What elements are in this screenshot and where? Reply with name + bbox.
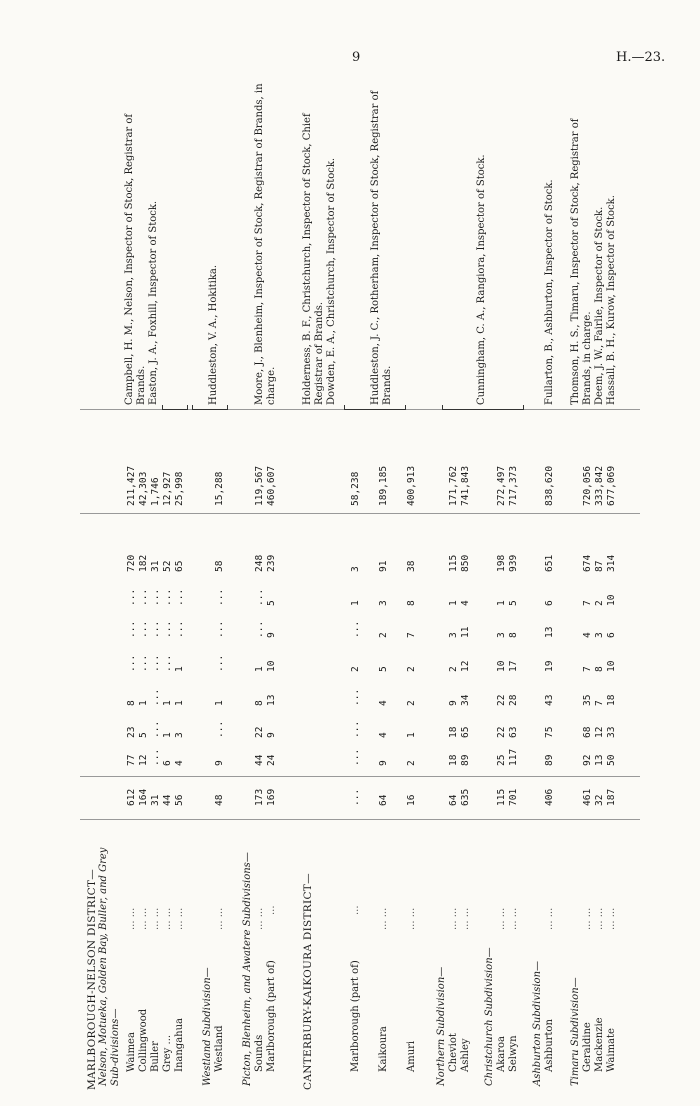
cell: 4 bbox=[378, 700, 389, 706]
cell: ... bbox=[150, 654, 161, 672]
cell: 701 bbox=[508, 788, 519, 806]
cell: 460,607 bbox=[266, 465, 277, 506]
cell: ... bbox=[214, 620, 225, 638]
cell: 612 bbox=[126, 788, 137, 806]
cell: 65 bbox=[174, 560, 185, 572]
cell: 169 bbox=[266, 788, 277, 806]
cell: ... bbox=[350, 620, 361, 638]
cell: ... bbox=[174, 588, 185, 606]
subdivision-heading: Timaru Subdivision— bbox=[570, 977, 581, 1086]
cell: 461 bbox=[582, 788, 593, 806]
cell: 42,303 bbox=[138, 471, 149, 506]
table-row bbox=[138, 410, 150, 1090]
cell: 92 bbox=[582, 754, 593, 766]
cell: 1 bbox=[254, 666, 265, 672]
row-label: Kaikoura bbox=[378, 1026, 389, 1072]
cell: 22 bbox=[254, 726, 265, 738]
cell: 12 bbox=[594, 726, 605, 738]
cell: ... bbox=[214, 720, 225, 738]
cell: ... bbox=[138, 588, 149, 606]
cell: 18 bbox=[606, 694, 617, 706]
cell: 58,238 bbox=[350, 471, 361, 506]
cell: 18 bbox=[448, 754, 459, 766]
cell: 3 bbox=[448, 632, 459, 638]
table-row bbox=[406, 410, 418, 1090]
inspector-entry: Campbell, H. M., Nelson, Inspector of Stock, Registrar of Brands. bbox=[124, 113, 147, 405]
cell: 5 bbox=[266, 600, 277, 606]
leader-dots: ... ... bbox=[138, 907, 149, 930]
cell: ... bbox=[214, 654, 225, 672]
table-row bbox=[150, 410, 162, 1090]
cell: 3 bbox=[174, 732, 185, 738]
cell: 198 bbox=[496, 554, 507, 572]
cell: 9 bbox=[214, 760, 225, 766]
cell: ... bbox=[254, 588, 265, 606]
cell: 119,567 bbox=[254, 465, 265, 506]
table-row bbox=[582, 410, 594, 1090]
document-reference: H.—23. bbox=[616, 50, 666, 65]
cell: ... bbox=[150, 720, 161, 738]
cell: 272,497 bbox=[496, 465, 507, 506]
brace bbox=[442, 405, 524, 410]
cell: ... bbox=[162, 620, 173, 638]
cell: 6 bbox=[544, 600, 555, 606]
cell: 5 bbox=[138, 732, 149, 738]
cell: 5 bbox=[378, 666, 389, 672]
cell: 9 bbox=[266, 732, 277, 738]
leader-dots: ... ... bbox=[606, 907, 617, 930]
cell: 3 bbox=[594, 632, 605, 638]
inspector-entry: Moore, J., Blenheim, Inspector of Stock, Registrar of Brands, in charge. bbox=[254, 83, 277, 405]
cell: 115 bbox=[496, 788, 507, 806]
cell: 2 bbox=[406, 760, 417, 766]
cell: 28 bbox=[508, 694, 519, 706]
cell: 406 bbox=[544, 788, 555, 806]
cell: 677,069 bbox=[606, 465, 617, 506]
leader-dots: ... ... bbox=[582, 907, 593, 930]
cell: 635 bbox=[460, 788, 471, 806]
cell: ... bbox=[350, 720, 361, 738]
cell: 173 bbox=[254, 788, 265, 806]
cell: ... bbox=[254, 620, 265, 638]
row-label: Ashburton bbox=[544, 1019, 555, 1072]
cell: ... bbox=[214, 588, 225, 606]
cell: 1 bbox=[496, 600, 507, 606]
cell: 189,185 bbox=[378, 465, 389, 506]
cell: 35 bbox=[582, 694, 593, 706]
cell: 720 bbox=[126, 554, 137, 572]
leader-dots: ... ... bbox=[594, 907, 605, 930]
cell: 8 bbox=[508, 632, 519, 638]
cell: 89 bbox=[544, 754, 555, 766]
cell: 19 bbox=[544, 660, 555, 672]
leader-dots: ... ... bbox=[544, 907, 555, 930]
cell: 25,998 bbox=[174, 471, 185, 506]
cell: 9 bbox=[266, 632, 277, 638]
cell: 4 bbox=[174, 760, 185, 766]
leader-dots: ... bbox=[266, 905, 277, 915]
inspector-entry: Holderness, B. F., Christchurch, Inspector of Stock, Chief Registrar of Brands. bbox=[302, 113, 325, 405]
row-label: Waimea bbox=[126, 1032, 137, 1072]
cell: 10 bbox=[266, 660, 277, 672]
cell: 850 bbox=[460, 554, 471, 572]
cell: ... bbox=[138, 654, 149, 672]
cell: 25 bbox=[496, 754, 507, 766]
cell: 2 bbox=[406, 666, 417, 672]
table-row bbox=[254, 410, 266, 1090]
cell: 56 bbox=[174, 794, 185, 806]
cell: ... bbox=[126, 654, 137, 672]
row-label: Sounds bbox=[254, 1034, 265, 1072]
cell: ... bbox=[126, 588, 137, 606]
leader-dots: ... ... bbox=[496, 907, 507, 930]
cell: 64 bbox=[448, 794, 459, 806]
cell: 12 bbox=[460, 660, 471, 672]
cell: 18 bbox=[448, 726, 459, 738]
leader-dots: ... ... bbox=[406, 907, 417, 930]
leader-dots: ... ... bbox=[378, 907, 389, 930]
inspector-entry: Fullarton, B., Ashburton, Inspector of Stock. bbox=[544, 179, 555, 405]
cell: 9 bbox=[448, 700, 459, 706]
cell: 248 bbox=[254, 554, 265, 572]
inspector-entry: Deem, J. W., Fairlie, Inspector of Stock. bbox=[594, 206, 605, 405]
cell: 22 bbox=[496, 694, 507, 706]
cell: 2 bbox=[406, 700, 417, 706]
row-label: Akaroa bbox=[496, 1035, 507, 1072]
cell: 4 bbox=[460, 600, 471, 606]
cell: 333,842 bbox=[594, 465, 605, 506]
row-label: Marlborough (part of) bbox=[266, 960, 277, 1072]
leader-dots: ... ... bbox=[126, 907, 137, 930]
cell: ... bbox=[150, 588, 161, 606]
cell: 3 bbox=[350, 566, 361, 572]
table-row bbox=[350, 410, 362, 1090]
row-label: Ashley bbox=[460, 1038, 471, 1072]
inspector-entry: Easton, J. A., Foxhill, Inspector of Stock. bbox=[148, 200, 159, 405]
cell: 10 bbox=[606, 594, 617, 606]
cell: 44 bbox=[162, 794, 173, 806]
cell: 1 bbox=[174, 666, 185, 672]
table-row bbox=[162, 410, 174, 1090]
cell: 63 bbox=[508, 726, 519, 738]
table-row bbox=[126, 410, 138, 1090]
cell: 10 bbox=[606, 660, 617, 672]
table-row bbox=[496, 410, 508, 1090]
table-row bbox=[214, 410, 226, 1090]
cell: 4 bbox=[378, 732, 389, 738]
cell: 52 bbox=[162, 560, 173, 572]
row-label: Grey ... bbox=[162, 1034, 173, 1072]
cell: 1 bbox=[406, 732, 417, 738]
leader-dots: ... ... bbox=[150, 907, 161, 930]
cell: ... bbox=[350, 688, 361, 706]
table-row bbox=[378, 410, 390, 1090]
cell: 13 bbox=[594, 754, 605, 766]
cell: 17 bbox=[508, 660, 519, 672]
brace bbox=[192, 405, 228, 410]
table-row bbox=[460, 410, 472, 1090]
cell: 117 bbox=[508, 748, 519, 766]
row-label: Buller bbox=[150, 1041, 161, 1072]
cell: 1 bbox=[448, 600, 459, 606]
cell: 7 bbox=[582, 666, 593, 672]
table-row bbox=[544, 410, 556, 1090]
cell: 31 bbox=[150, 794, 161, 806]
cell: 720,056 bbox=[582, 465, 593, 506]
leader-dots: ... ... bbox=[162, 907, 173, 930]
cell: 7 bbox=[594, 700, 605, 706]
cell: 741,843 bbox=[460, 465, 471, 506]
row-label: Cheviot bbox=[448, 1033, 459, 1072]
cell: 12,927 bbox=[162, 471, 173, 506]
subdivision-heading: Christchurch Subdivision— bbox=[484, 947, 495, 1086]
cell: 187 bbox=[606, 788, 617, 806]
cell: 8 bbox=[406, 600, 417, 606]
cell: 10 bbox=[496, 660, 507, 672]
leader-dots: ... bbox=[350, 905, 361, 915]
cell: 64 bbox=[378, 794, 389, 806]
cell: 1,746 bbox=[150, 477, 161, 506]
cell: 24 bbox=[266, 754, 277, 766]
cell: 239 bbox=[266, 554, 277, 572]
cell: 211,427 bbox=[126, 465, 137, 506]
cell: 838,620 bbox=[544, 465, 555, 506]
cell: 651 bbox=[544, 554, 555, 572]
cell: ... bbox=[162, 654, 173, 672]
cell: 32 bbox=[594, 794, 605, 806]
cell: 16 bbox=[406, 794, 417, 806]
cell: 15,288 bbox=[214, 471, 225, 506]
cell: 58 bbox=[214, 560, 225, 572]
subdivision-heading: Nelson, Motueka, Golden Bay, Buller, and Grey Sub-divisions— bbox=[98, 847, 121, 1086]
cell: 171,762 bbox=[448, 465, 459, 506]
cell: 2 bbox=[594, 600, 605, 606]
cell: 6 bbox=[606, 632, 617, 638]
table-row bbox=[594, 410, 606, 1090]
leader-dots: ... ... bbox=[460, 907, 471, 930]
brace bbox=[162, 405, 188, 410]
subdivision-heading: Westland Subdivision— bbox=[202, 967, 213, 1086]
row-label: Amuri bbox=[406, 1040, 417, 1072]
cell: 65 bbox=[460, 726, 471, 738]
cell: 34 bbox=[460, 694, 471, 706]
cell: 9 bbox=[378, 760, 389, 766]
cell: 182 bbox=[138, 554, 149, 572]
district-title: MARLBOROUGH-NELSON DISTRICT— bbox=[86, 868, 98, 1090]
subdivision-heading: Picton, Blenheim, and Awatere Subdivisions— bbox=[242, 852, 253, 1086]
cell: 400,913 bbox=[406, 465, 417, 506]
cell: 89 bbox=[460, 754, 471, 766]
cell: 1 bbox=[174, 700, 185, 706]
table-row bbox=[448, 410, 460, 1090]
cell: 6 bbox=[162, 760, 173, 766]
cell: 68 bbox=[582, 726, 593, 738]
cell: 164 bbox=[138, 788, 149, 806]
cell: 48 bbox=[214, 794, 225, 806]
cell: 3 bbox=[378, 600, 389, 606]
inspector-entry: Huddleston, V. A., Hokitika. bbox=[208, 264, 219, 405]
row-label: Waimate bbox=[606, 1028, 617, 1072]
inspector-entry: Hassall, B. H., Kurow, Inspector of Stock. bbox=[606, 195, 617, 405]
cell: ... bbox=[350, 788, 361, 806]
cell: 13 bbox=[544, 626, 555, 638]
row-label: Westland bbox=[214, 1025, 225, 1072]
cell: 8 bbox=[126, 700, 137, 706]
cell: 717,373 bbox=[508, 465, 519, 506]
cell: 674 bbox=[582, 554, 593, 572]
cell: 1 bbox=[162, 700, 173, 706]
cell: 8 bbox=[254, 700, 265, 706]
cell: 91 bbox=[378, 560, 389, 572]
table-row bbox=[174, 410, 186, 1090]
cell: ... bbox=[350, 748, 361, 766]
rotated-table bbox=[80, 80, 680, 1090]
cell: 11 bbox=[460, 626, 471, 638]
cell: 75 bbox=[544, 726, 555, 738]
leader-dots: ... ... bbox=[214, 907, 225, 930]
cell: 2 bbox=[350, 666, 361, 672]
inspector-entry: Thomson, H. S., Timaru, Inspector of Stock, Registrar of Brands, in charge. bbox=[570, 118, 593, 405]
leader-dots: ... ... bbox=[254, 907, 265, 930]
cell: 1 bbox=[138, 700, 149, 706]
cell: 115 bbox=[448, 554, 459, 572]
row-label: Mackenzie bbox=[594, 1017, 605, 1072]
leader-dots: ... ... bbox=[508, 907, 519, 930]
cell: 12 bbox=[138, 754, 149, 766]
cell: 314 bbox=[606, 554, 617, 572]
brace bbox=[344, 405, 406, 410]
table-row bbox=[606, 410, 618, 1090]
inspector-entry: Dowden, E. A., Christchurch, Inspector of Stock. bbox=[326, 157, 337, 405]
cell: 31 bbox=[150, 560, 161, 572]
row-label: Marlborough (part of) bbox=[350, 960, 361, 1072]
district-title: CANTERBURY-KAIKOURA DISTRICT— bbox=[302, 873, 314, 1090]
cell: ... bbox=[150, 620, 161, 638]
cell: 3 bbox=[496, 632, 507, 638]
subdivision-heading: Northern Subdivision— bbox=[436, 966, 447, 1086]
cell: 77 bbox=[126, 754, 137, 766]
leader-dots: ... ... bbox=[448, 907, 459, 930]
inspector-entry: Cunningham, C. A., Rangiora, Inspector of Stock. bbox=[476, 154, 487, 405]
row-label: Selwyn bbox=[508, 1035, 519, 1072]
cell: 87 bbox=[594, 560, 605, 572]
cell: ... bbox=[174, 620, 185, 638]
cell: 1 bbox=[162, 732, 173, 738]
cell: ... bbox=[138, 620, 149, 638]
inspector-entry: Huddleston, J. C., Rotherham, Inspector of Stock, Registrar of Brands. bbox=[370, 90, 393, 405]
cell: 13 bbox=[266, 694, 277, 706]
cell: 1 bbox=[350, 600, 361, 606]
cell: 7 bbox=[582, 600, 593, 606]
row-label: Collingwood bbox=[138, 1008, 149, 1072]
subdivision-heading: Ashburton Subdivision— bbox=[532, 960, 543, 1086]
cell: 7 bbox=[406, 632, 417, 638]
cell: ... bbox=[150, 688, 161, 706]
table-row bbox=[266, 410, 278, 1090]
cell: 4 bbox=[582, 632, 593, 638]
leader-dots: ... ... bbox=[174, 907, 185, 930]
cell: 23 bbox=[126, 726, 137, 738]
cell: ... bbox=[126, 620, 137, 638]
cell: 8 bbox=[594, 666, 605, 672]
cell: 50 bbox=[606, 754, 617, 766]
cell: 43 bbox=[544, 694, 555, 706]
page-number: 9 bbox=[352, 50, 361, 65]
cell: ... bbox=[150, 748, 161, 766]
table-row bbox=[508, 410, 520, 1090]
row-label: Inangahua bbox=[174, 1018, 185, 1072]
cell: 38 bbox=[406, 560, 417, 572]
cell: 2 bbox=[448, 666, 459, 672]
cell: 44 bbox=[254, 754, 265, 766]
row-label: Geraldine bbox=[582, 1022, 593, 1072]
cell: 33 bbox=[606, 726, 617, 738]
cell: 2 bbox=[378, 632, 389, 638]
cell: 939 bbox=[508, 554, 519, 572]
cell: 22 bbox=[496, 726, 507, 738]
cell: ... bbox=[162, 588, 173, 606]
cell: 1 bbox=[214, 700, 225, 706]
cell: 5 bbox=[508, 600, 519, 606]
